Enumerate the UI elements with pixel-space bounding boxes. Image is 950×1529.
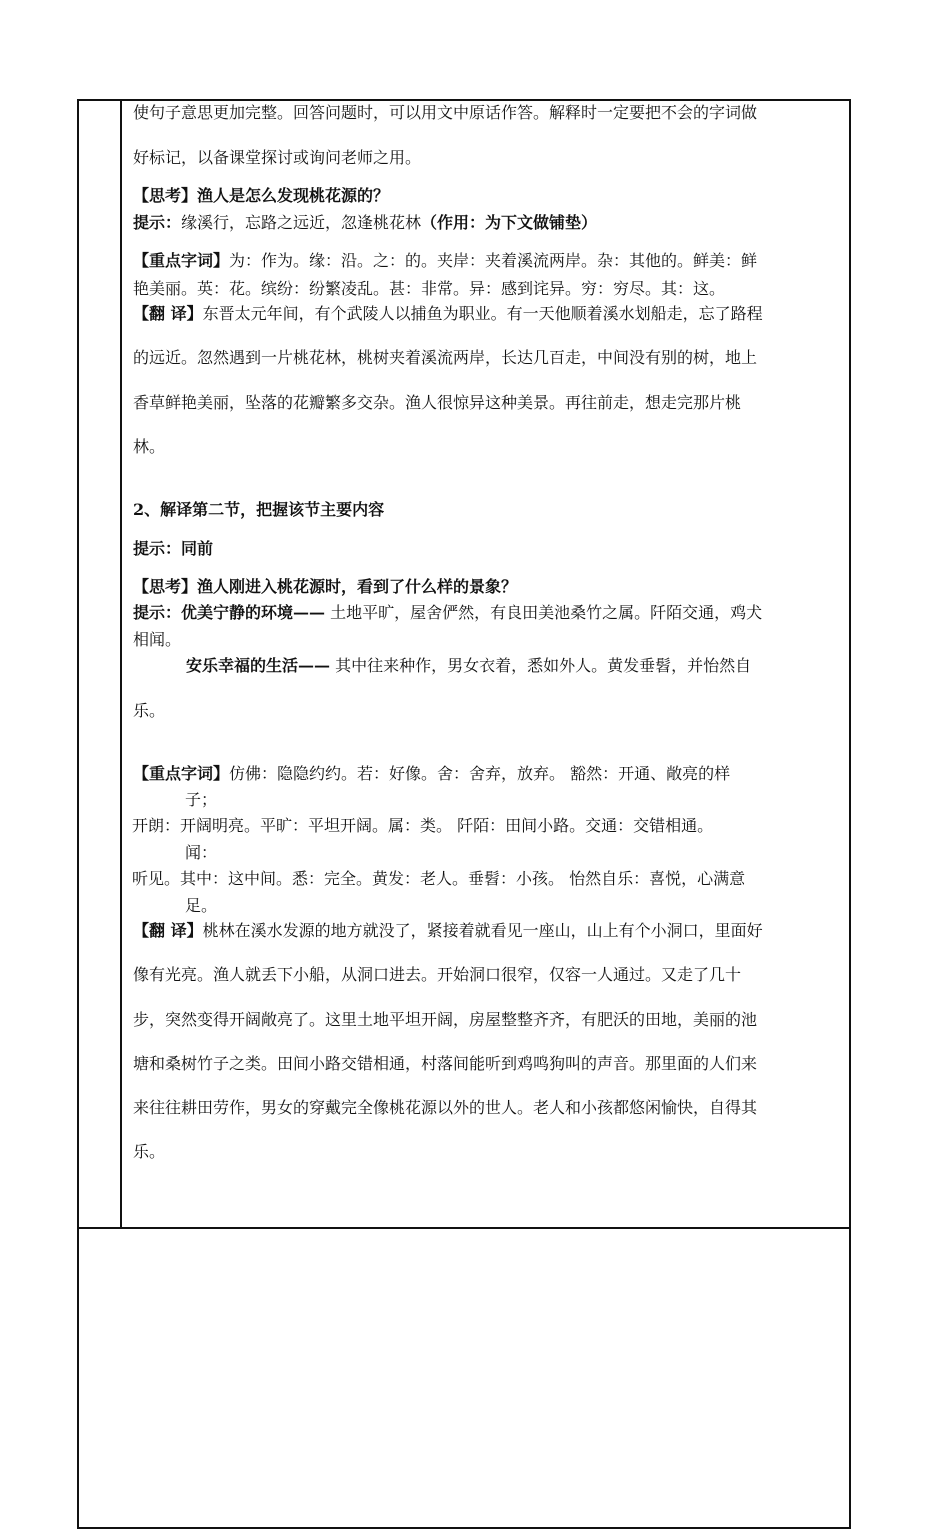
- translation-2-line: 来往往耕田劳作，男女的穿戴完全像桃花源以外的世人。老人和小孩都悠闲愉快，自得其: [133, 1098, 758, 1117]
- hint-label: 提示：: [133, 603, 182, 622]
- translation-2-line: 步，突然变得开阔敞亮了。这里土地平坦开阔，房屋整整齐齐，有肥沃的田地，美丽的池: [133, 1010, 758, 1029]
- hint-1: [133, 213, 597, 233]
- hint-2: [133, 539, 213, 559]
- vocab-text: 仿佛：隐隐约约。若：好像。舍：舍弃，放弃。 豁然：开通、敞亮的样: [229, 764, 731, 783]
- vocab-2-line: [133, 764, 730, 784]
- environment-text-cont: 相闻。: [133, 630, 182, 649]
- intro-line: 使句子意思更加完整。回答问题时，可以用文中原话作答。解释时一定要把不会的字词做: [133, 103, 758, 122]
- translation-1-line: 香草鲜艳美丽，坠落的花瓣繁多交杂。渔人很惊异这种美景。再往前走，想走完那片桃: [133, 393, 742, 412]
- vocab-2-line: 闻：: [185, 843, 218, 862]
- translation-2-line: 乐。: [133, 1142, 166, 1161]
- hint-text: 同前: [181, 539, 214, 558]
- vocab-1-line: [133, 251, 757, 271]
- vocab-2-line: 子；: [185, 790, 218, 809]
- translation-label: 【翻 译】: [133, 304, 203, 323]
- life-text: 其中往来种作，男女衣着，悉如外人。黄发垂髫，并怡然自: [330, 656, 752, 675]
- translation-2-line: 塘和桑树竹子之类。田间小路交错相通，村落间能听到鸡鸣狗叫的声音。那里面的人们来: [133, 1054, 758, 1073]
- vocab-text: 为：作为。缘：沿。之：的。夹岸：夹着溪流两岸。杂：其他的。鲜美：鲜: [229, 251, 758, 270]
- vocab-2-line: 听见。其中：这中间。悉：完全。黄发：老人。垂髫：小孩。 怡然自乐：喜悦，心满意: [132, 869, 746, 888]
- think-label: 【思考】: [133, 186, 198, 205]
- hint-note: （作用：为下文做铺垫）: [421, 213, 598, 232]
- environment-label: 优美宁静的环境——: [181, 603, 326, 622]
- section-2-heading: 2、解译第二节，把握该节主要内容: [133, 500, 385, 519]
- translation-text: 桃林在溪水发源的地方就没了，紧接着就看见一座山，山上有个小洞口，里面好: [202, 921, 763, 940]
- translation-1-line: 的远近。忽然遇到一片桃花林，桃树夹着溪流两岸，长达几百走，中间没有别的树，地上: [133, 348, 758, 367]
- translation-2-line: [133, 921, 763, 941]
- think-text: 渔人刚进入桃花源时，看到了什么样的景象？: [197, 577, 518, 596]
- vocab-1-line: 艳美丽。英：花。缤纷：纷繁凌乱。甚：非常。异：感到诧异。穷：穷尽。其：这。: [133, 279, 726, 298]
- hint-label: 提示：: [133, 213, 182, 232]
- translation-label: 【翻 译】: [133, 921, 203, 940]
- life-line: [186, 656, 751, 676]
- vocab-label: 【重点字词】: [133, 251, 230, 270]
- life-label: 安乐幸福的生活——: [186, 656, 331, 675]
- intro-line: 好标记，以备课堂探讨或询问老师之用。: [133, 148, 422, 167]
- vocab-2-line: 足。: [185, 896, 218, 915]
- think-label: 【思考】: [133, 577, 198, 596]
- table-column-divider: [120, 99, 122, 1229]
- think-question-2: [133, 577, 517, 597]
- think-text: 渔人是怎么发现桃花源的？: [197, 186, 390, 205]
- translation-1-line: [133, 304, 763, 324]
- translation-1-line: 林。: [133, 437, 166, 456]
- hint-label: 提示：: [133, 539, 182, 558]
- think-question-1: [133, 186, 389, 206]
- hint-3: [133, 603, 762, 623]
- life-text-cont: 乐。: [133, 701, 166, 720]
- translation-2-line: 像有光亮。渔人就丢下小船，从洞口进去。开始洞口很窄，仅容一人通过。又走了几十: [133, 965, 742, 984]
- vocab-2-line: 开朗：开阔明亮。平旷：平坦开阔。属：类。 阡陌：田间小路。交通：交错相通。: [132, 816, 714, 835]
- table-bottom-border: [77, 1227, 851, 1229]
- vocab-label: 【重点字词】: [133, 764, 230, 783]
- environment-text: 土地平旷，屋舍俨然，有良田美池桑竹之属。阡陌交通，鸡犬: [325, 603, 763, 622]
- hint-text: 缘溪行，忘路之远近，忽逢桃花林: [181, 213, 422, 232]
- translation-text: 东晋太元年间，有个武陵人以捕鱼为职业。有一天他顺着溪水划船走，忘了路程: [202, 304, 763, 323]
